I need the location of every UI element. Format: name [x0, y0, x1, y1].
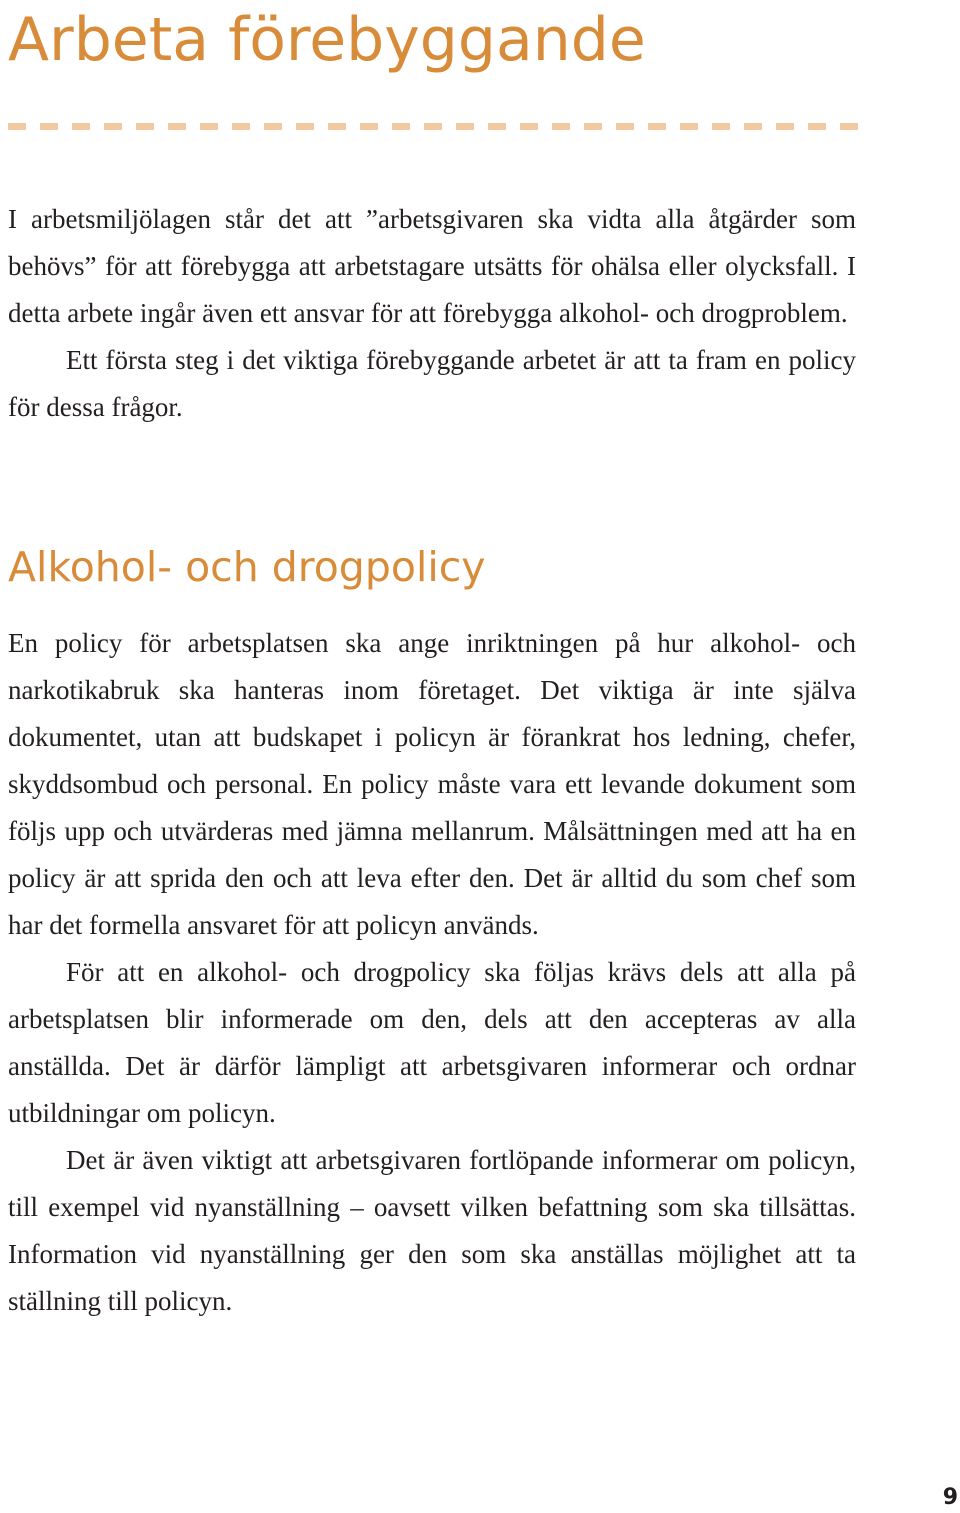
section-paragraph-1: En policy för arbetsplatsen ska ange inriktningen på hur alkohol- och narkotikabruk ska hanteras inom företaget. Det viktiga är inte själva dokumentet, utan att budskapet i policyn är förankrat hos ledning, chefer, skyddsombud och personal. En policy måste vara ett levande dokument som följs upp och utvärderas med jämna mellanrum. Målsättningen med att ha en policy är att sprida den och att leva efter den. Det är alltid du som chef som har det formella ansvaret för att policyn används.	[8, 628, 856, 940]
section-text	[8, 620, 856, 1325]
intro-paragraph-2: Ett första steg i det viktiga förebyggande arbetet är att ta fram en policy för dessa frågor.	[8, 345, 856, 422]
section-paragraph-3: Det är även viktigt att arbetsgivaren fortlöpande informerar om policyn, till exempel vid nyanställning – oavsett vilken befattning som ska tillsättas. Information vid nyanställning ger den som ska anställas möjlighet att ta ställning till policyn.	[8, 1145, 856, 1316]
page-number: 9	[942, 1485, 958, 1510]
page-title: Arbeta förebyggande	[8, 5, 646, 75]
intro-text	[8, 196, 856, 431]
section-paragraph-2: För att en alkohol- och drogpolicy ska följas krävs dels att alla på arbetsplatsen blir informerade om den, dels att den accepteras av alla anställda. Det är därför lämpligt att arbetsgivaren informerar och ordnar utbildningar om policyn.	[8, 957, 856, 1128]
intro-paragraph-1: I arbetsmiljölagen står det att ”arbetsgivaren ska vidta alla åtgärder som behövs” för att förebygga att arbetstagare utsätts för ohälsa eller olycksfall. I detta arbete ingår även ett ansvar för att förebygga alkohol- och drogproblem.	[8, 204, 856, 328]
section-heading: Alkohol- och drogpolicy	[8, 543, 486, 591]
dashed-divider	[8, 123, 858, 130]
